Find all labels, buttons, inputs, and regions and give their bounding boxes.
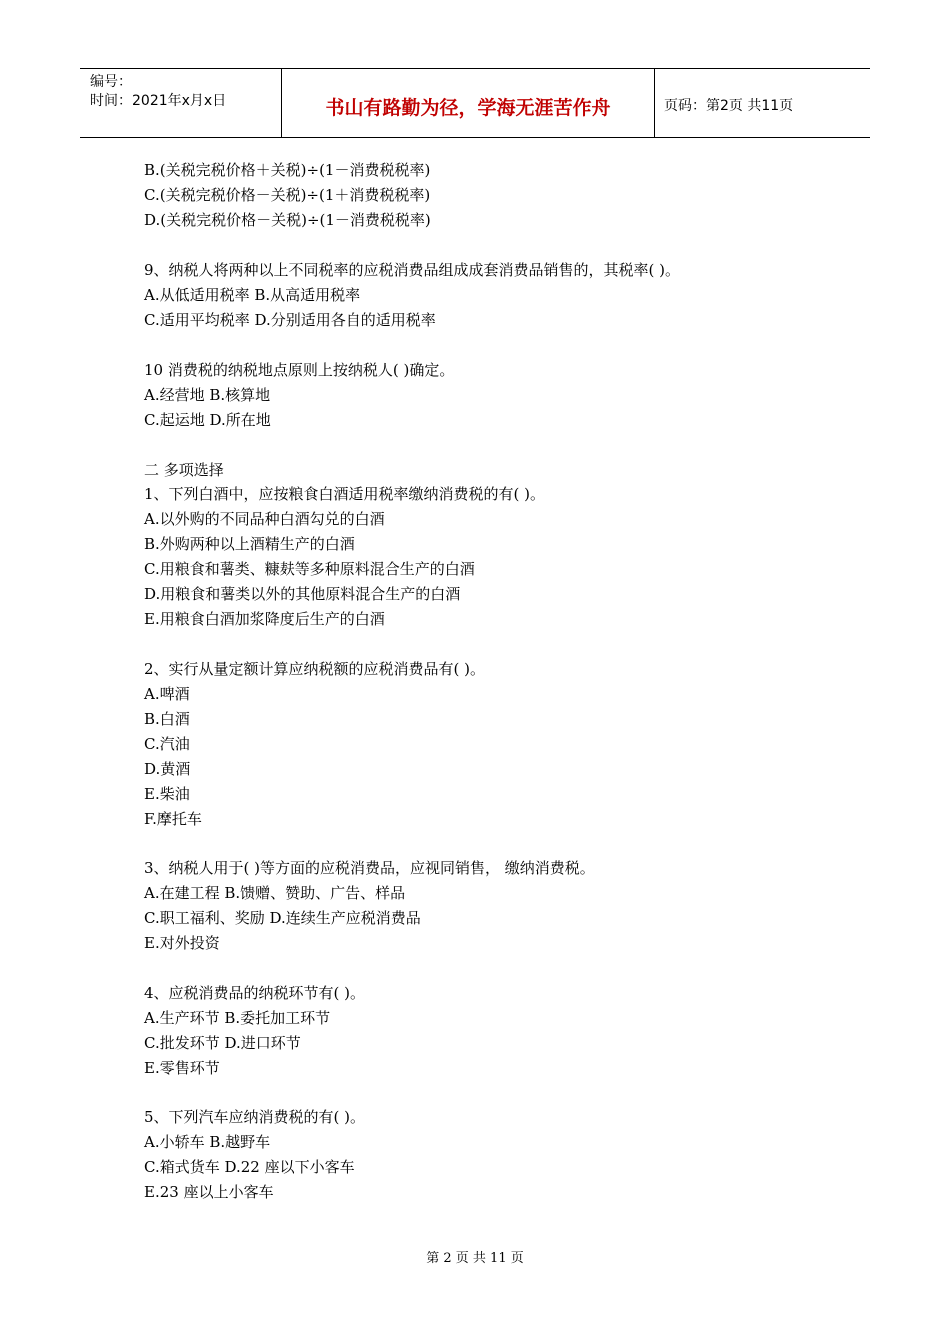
header-page-cell bbox=[655, 69, 870, 137]
text-line: A.在建工程 B.馈赠、赞助、广告、样品 bbox=[144, 884, 406, 902]
question-mc-1: 1、下列白酒中，应按粮食白酒适用税率缴纳消费税的有( )。 bbox=[144, 485, 546, 503]
text-line: D.(关税完税价格－关税)÷(1－消费税税率) bbox=[144, 211, 431, 229]
question-mc-2: 2、实行从量定额计算应纳税额的应税消费品有( )。 bbox=[144, 660, 486, 678]
text-line: E.对外投资 bbox=[144, 934, 220, 952]
page-header bbox=[80, 68, 870, 138]
text-line: A.啤酒 bbox=[144, 685, 190, 703]
text-line: C.起运地 D.所在地 bbox=[144, 411, 271, 429]
question-mc-5: 5、下列汽车应纳消费税的有( )。 bbox=[144, 1108, 366, 1126]
text-line: A.从低适用税率 B.从高适用税率 bbox=[144, 286, 361, 304]
header-meta-cell bbox=[80, 69, 282, 137]
text-line: A.以外购的不同品种白酒勾兑的白酒 bbox=[144, 510, 385, 528]
text-line: B.外购两种以上酒精生产的白酒 bbox=[144, 535, 355, 553]
header-motto-cell bbox=[282, 69, 655, 137]
text-line: D.用粮食和薯类以外的其他原料混合生产的白酒 bbox=[144, 585, 461, 603]
text-line: A.生产环节 B.委托加工环节 bbox=[144, 1009, 331, 1027]
text-line: C.用粮食和薯类、糠麸等多种原料混合生产的白酒 bbox=[144, 560, 475, 578]
section-heading: 二 多项选择 bbox=[144, 461, 224, 479]
motto: 书山有路勤为径，学海无涯苦作舟 bbox=[325, 97, 611, 119]
text-line: C.职工福利、奖励 D.连续生产应税消费品 bbox=[144, 909, 421, 927]
text-line: A.小轿车 B.越野车 bbox=[144, 1133, 271, 1151]
date-label: 时间：2021年x月x日 bbox=[90, 93, 227, 109]
text-line: B.(关税完税价格＋关税)÷(1－消费税税率) bbox=[144, 161, 431, 179]
text-line: C.(关税完税价格－关税)÷(1＋消费税税率) bbox=[144, 186, 431, 204]
text-line: A.经营地 B.核算地 bbox=[144, 386, 271, 404]
text-line: B.白酒 bbox=[144, 710, 190, 728]
question-9: 9、纳税人将两种以上不同税率的应税消费品组成成套消费品销售的，其税率( )。 bbox=[144, 261, 681, 279]
question-mc-4: 4、应税消费品的纳税环节有( )。 bbox=[144, 984, 366, 1002]
text-line: C.汽油 bbox=[144, 735, 190, 753]
text-line: E.23 座以上小客车 bbox=[144, 1183, 274, 1201]
text-line: E.用粮食白酒加浆降度后生产的白酒 bbox=[144, 610, 385, 628]
page-footer: 第 2 页 共 11 页 bbox=[426, 1251, 524, 1266]
number-label: 编号： bbox=[90, 74, 132, 90]
text-line: C.批发环节 D.进口环节 bbox=[144, 1034, 301, 1052]
text-line: F.摩托车 bbox=[144, 810, 202, 828]
text-line: C.箱式货车 D.22 座以下小客车 bbox=[144, 1158, 355, 1176]
text-line: E.零售环节 bbox=[144, 1059, 220, 1077]
page-info: 页码：第2页 共11页 bbox=[664, 98, 794, 114]
text-line: D.黄酒 bbox=[144, 760, 191, 778]
question-mc-3: 3、纳税人用于( )等方面的应税消费品，应视同销售， 缴纳消费税。 bbox=[144, 859, 595, 877]
question-10: 10 消费税的纳税地点原则上按纳税人( )确定。 bbox=[144, 361, 455, 379]
text-line: E.柴油 bbox=[144, 785, 190, 803]
text-line: C.适用平均税率 D.分别适用各自的适用税率 bbox=[144, 311, 436, 329]
